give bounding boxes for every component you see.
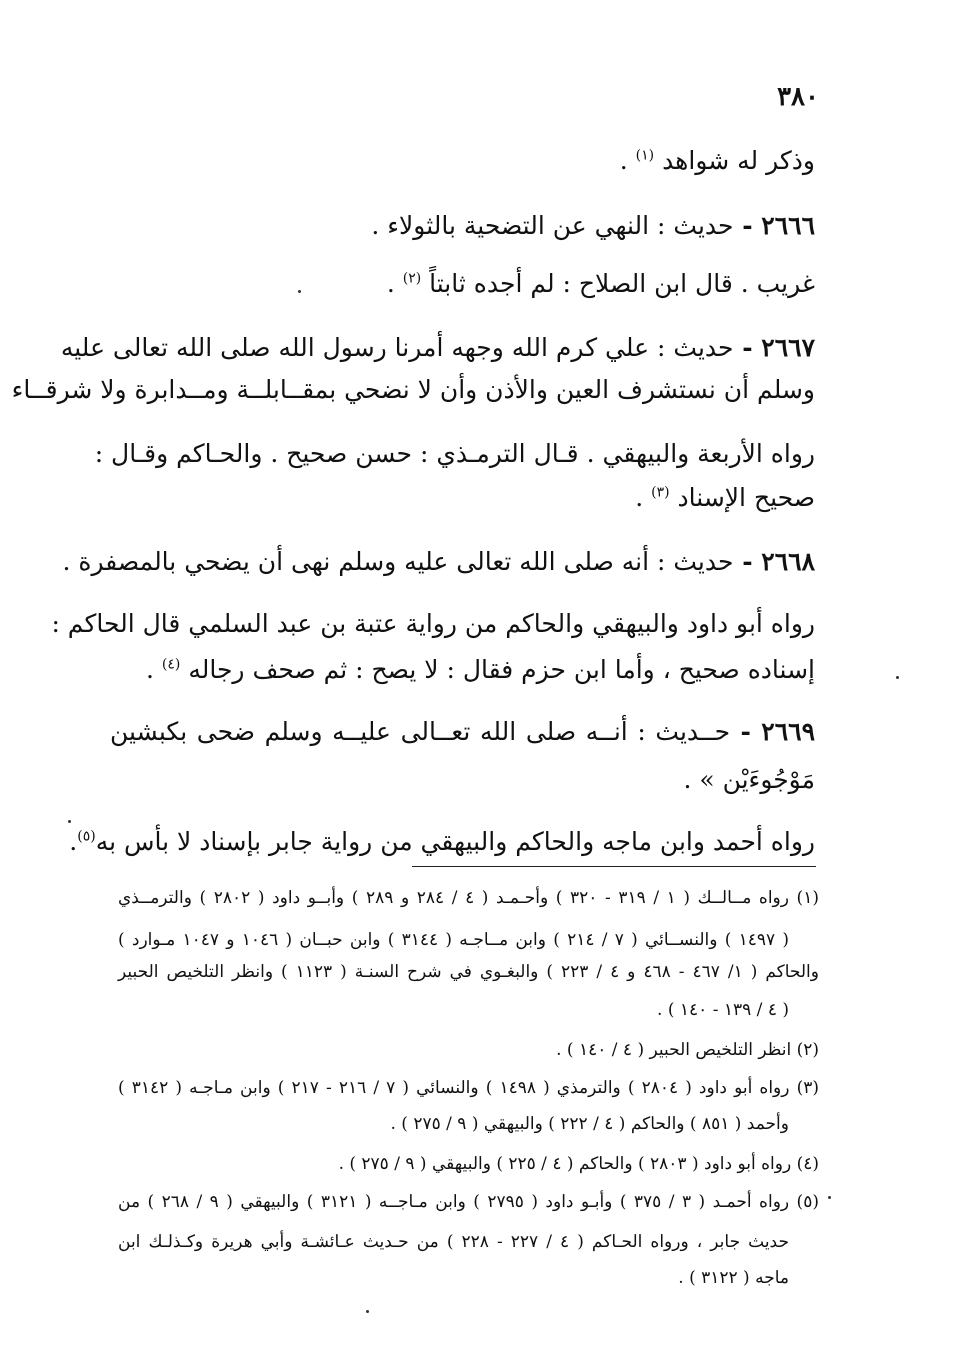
footnote-1-line-1: (١) رواه مــالــك ( ١ / ٣١٩ - ٣٢٠ ) وأحـمـد ( ٤ / ٢٨٤ و ٢٨٩ ) وأبــو داود ( ٢٨٠٢ ) والترمــذي	[118, 888, 819, 908]
scan-speck	[828, 1196, 831, 1199]
page-number: ٣٨٠	[777, 82, 819, 112]
hadith-number: ٢٦٦٨ -	[733, 547, 815, 576]
footnote-ref[interactable]: (١)	[635, 147, 655, 164]
text: حديث : أنه صلى الله تعالى عليه وسلم نهى أن يضحي بالمصفرة .	[62, 547, 734, 576]
body-line-5	[11, 370, 815, 410]
footnote-2: (٢) انظر التلخيص الحبير ( ٤ / ١٤٠ ) .	[556, 1040, 819, 1060]
text: غريب . قال ابن الصلاح : لم أجده ثابتاً	[429, 269, 815, 298]
text: رواه أبو داود والبيهقي والحاكم من رواية عتبة بن عبد السلمي قال الحاكم :	[51, 609, 815, 638]
footnote-divider	[412, 866, 816, 867]
body-line-12	[110, 760, 815, 800]
text: رواه الأربعة والبيهقي . قـال الترمـذي : حسن صحيح . والحـاكم وقـال :	[94, 439, 815, 468]
footnote-ref[interactable]: (٥)	[77, 828, 96, 845]
body-line-7: صحيح الإسناد $^{(٣)}$ .	[635, 483, 815, 512]
body-line-3: غريب . قال ابن الصلاح : لم أجده ثابتاً $^{(٢)}$ .	[386, 269, 815, 298]
footnote-ref[interactable]: (٢)	[402, 270, 422, 287]
footnote-ref[interactable]: (٣)	[651, 484, 670, 501]
footnote-5-line-2: حديث جابر ، ورواه الحـاكم ( ٤ / ٢٢٧ - ٢٢٨ ) من حـديث عـائشـة وأبي هريرة وكـذلـك ابن	[118, 1232, 789, 1252]
scan-speck	[68, 820, 71, 823]
text: إسناده صحيح ، وأما ابن حزم فقال : لا يصح : ثم صحف رجاله	[188, 655, 815, 684]
footnote-5-line-3: ماجه ( ٣١٢٢ ) .	[678, 1268, 789, 1288]
text: حــديث : أنــه صلى الله تعــالى عليــه وسلم ضحى بكبشين	[110, 717, 731, 746]
footnote-1-line-3: والحاكم ( ١/ ٤٦٧ - ٤٦٨ و ٤ / ٢٢٣ ) والبغـوي في شرح السنـة ( ١١٢٣ ) وانظر التلخيص الحبير	[118, 962, 819, 982]
text: وذكر له شواهد	[662, 146, 815, 175]
text: صحيح الإسناد	[677, 483, 815, 512]
hadith-2666-line	[110, 206, 815, 246]
footnote-3-line-2: وأحمد ( ٨٥١ ) والحاكم ( ٤ / ٢٢٢ ) والبيهقي ( ٩ / ٢٧٥ ) .	[390, 1114, 789, 1134]
scan-speck	[298, 290, 301, 293]
footnote-1-line-4: ( ٤ / ١٣٩ - ١٤٠ ) .	[657, 1000, 789, 1020]
scan-speck	[366, 1310, 369, 1313]
body-line-6	[94, 434, 815, 474]
text: حديث : النهي عن التضحية بالثولاء .	[371, 211, 734, 240]
hadith-number: ٢٦٦٩ -	[730, 717, 815, 746]
text: رواه أحمد وابن ماجه والحاكم والبيهقي من رواية جابر بإسناد لا بأس به	[95, 827, 815, 856]
hadith-number: ٢٦٦٦ -	[733, 211, 815, 240]
scan-speck	[896, 676, 899, 679]
hadith-number: ٢٦٦٧ -	[733, 333, 815, 362]
footnote-3-line-1: (٣) رواه أبو داود ( ٢٨٠٤ ) والترمذي ( ١٤٩٨ ) والنسائي ( ٧ / ٢١٦ - ٢١٧ ) وابن مـاجـه ( ٣١٤٢ )	[118, 1078, 819, 1098]
footnote-1-line-2: ( ١٤٩٧ ) والنســائي ( ٧ / ٢١٤ ) وابن مــاجـه ( ٣١٤٤ ) وابن حبــان ( ١٠٤٦ و ١٠٤٧ مـوارد )	[118, 930, 789, 950]
footnote-5-line-1: (٥) رواه أحمـد ( ٣ / ٣٧٥ ) وأبـو داود ( ٢٧٩٥ ) وابن مـاجــه ( ٣١٢١ ) والبيهقي ( ٩ / ٢٦٨ ) من	[118, 1192, 819, 1212]
body-line-13: رواه أحمد وابن ماجه والحاكم والبيهقي من رواية جابر بإسناد لا بأس به$^{(٥)}$.	[69, 827, 815, 856]
hadith-2669-line	[110, 712, 815, 752]
footnote-ref[interactable]: (٤)	[161, 656, 181, 673]
body-line-10: إسناده صحيح ، وأما ابن حزم فقال : لا يصح : ثم صحف رجاله $^{(٤)}$ .	[146, 655, 815, 684]
footnote-4: (٤) رواه أبو داود ( ٢٨٠٣ ) والحاكم ( ٤ / ٢٢٥ ) والبيهقي ( ٩ / ٢٧٥ ) .	[338, 1154, 819, 1174]
text: وسلم أن نستشرف العين والأذن وأن لا نضحي بمقــابلــة ومــدابرة ولا شرقــاء	[11, 375, 815, 404]
hadith-2667-line	[60, 328, 815, 368]
text: مَوْجُوءَيْن » .	[683, 765, 815, 794]
text: حديث : علي كرم الله وجهه أمرنا رسول الله صلى الله تعالى عليه	[60, 333, 734, 362]
body-line-9	[51, 604, 815, 644]
body-line-1: وذكر له شواهد $^{(١)}$ .	[619, 146, 815, 175]
hadith-2668-line	[62, 542, 815, 582]
